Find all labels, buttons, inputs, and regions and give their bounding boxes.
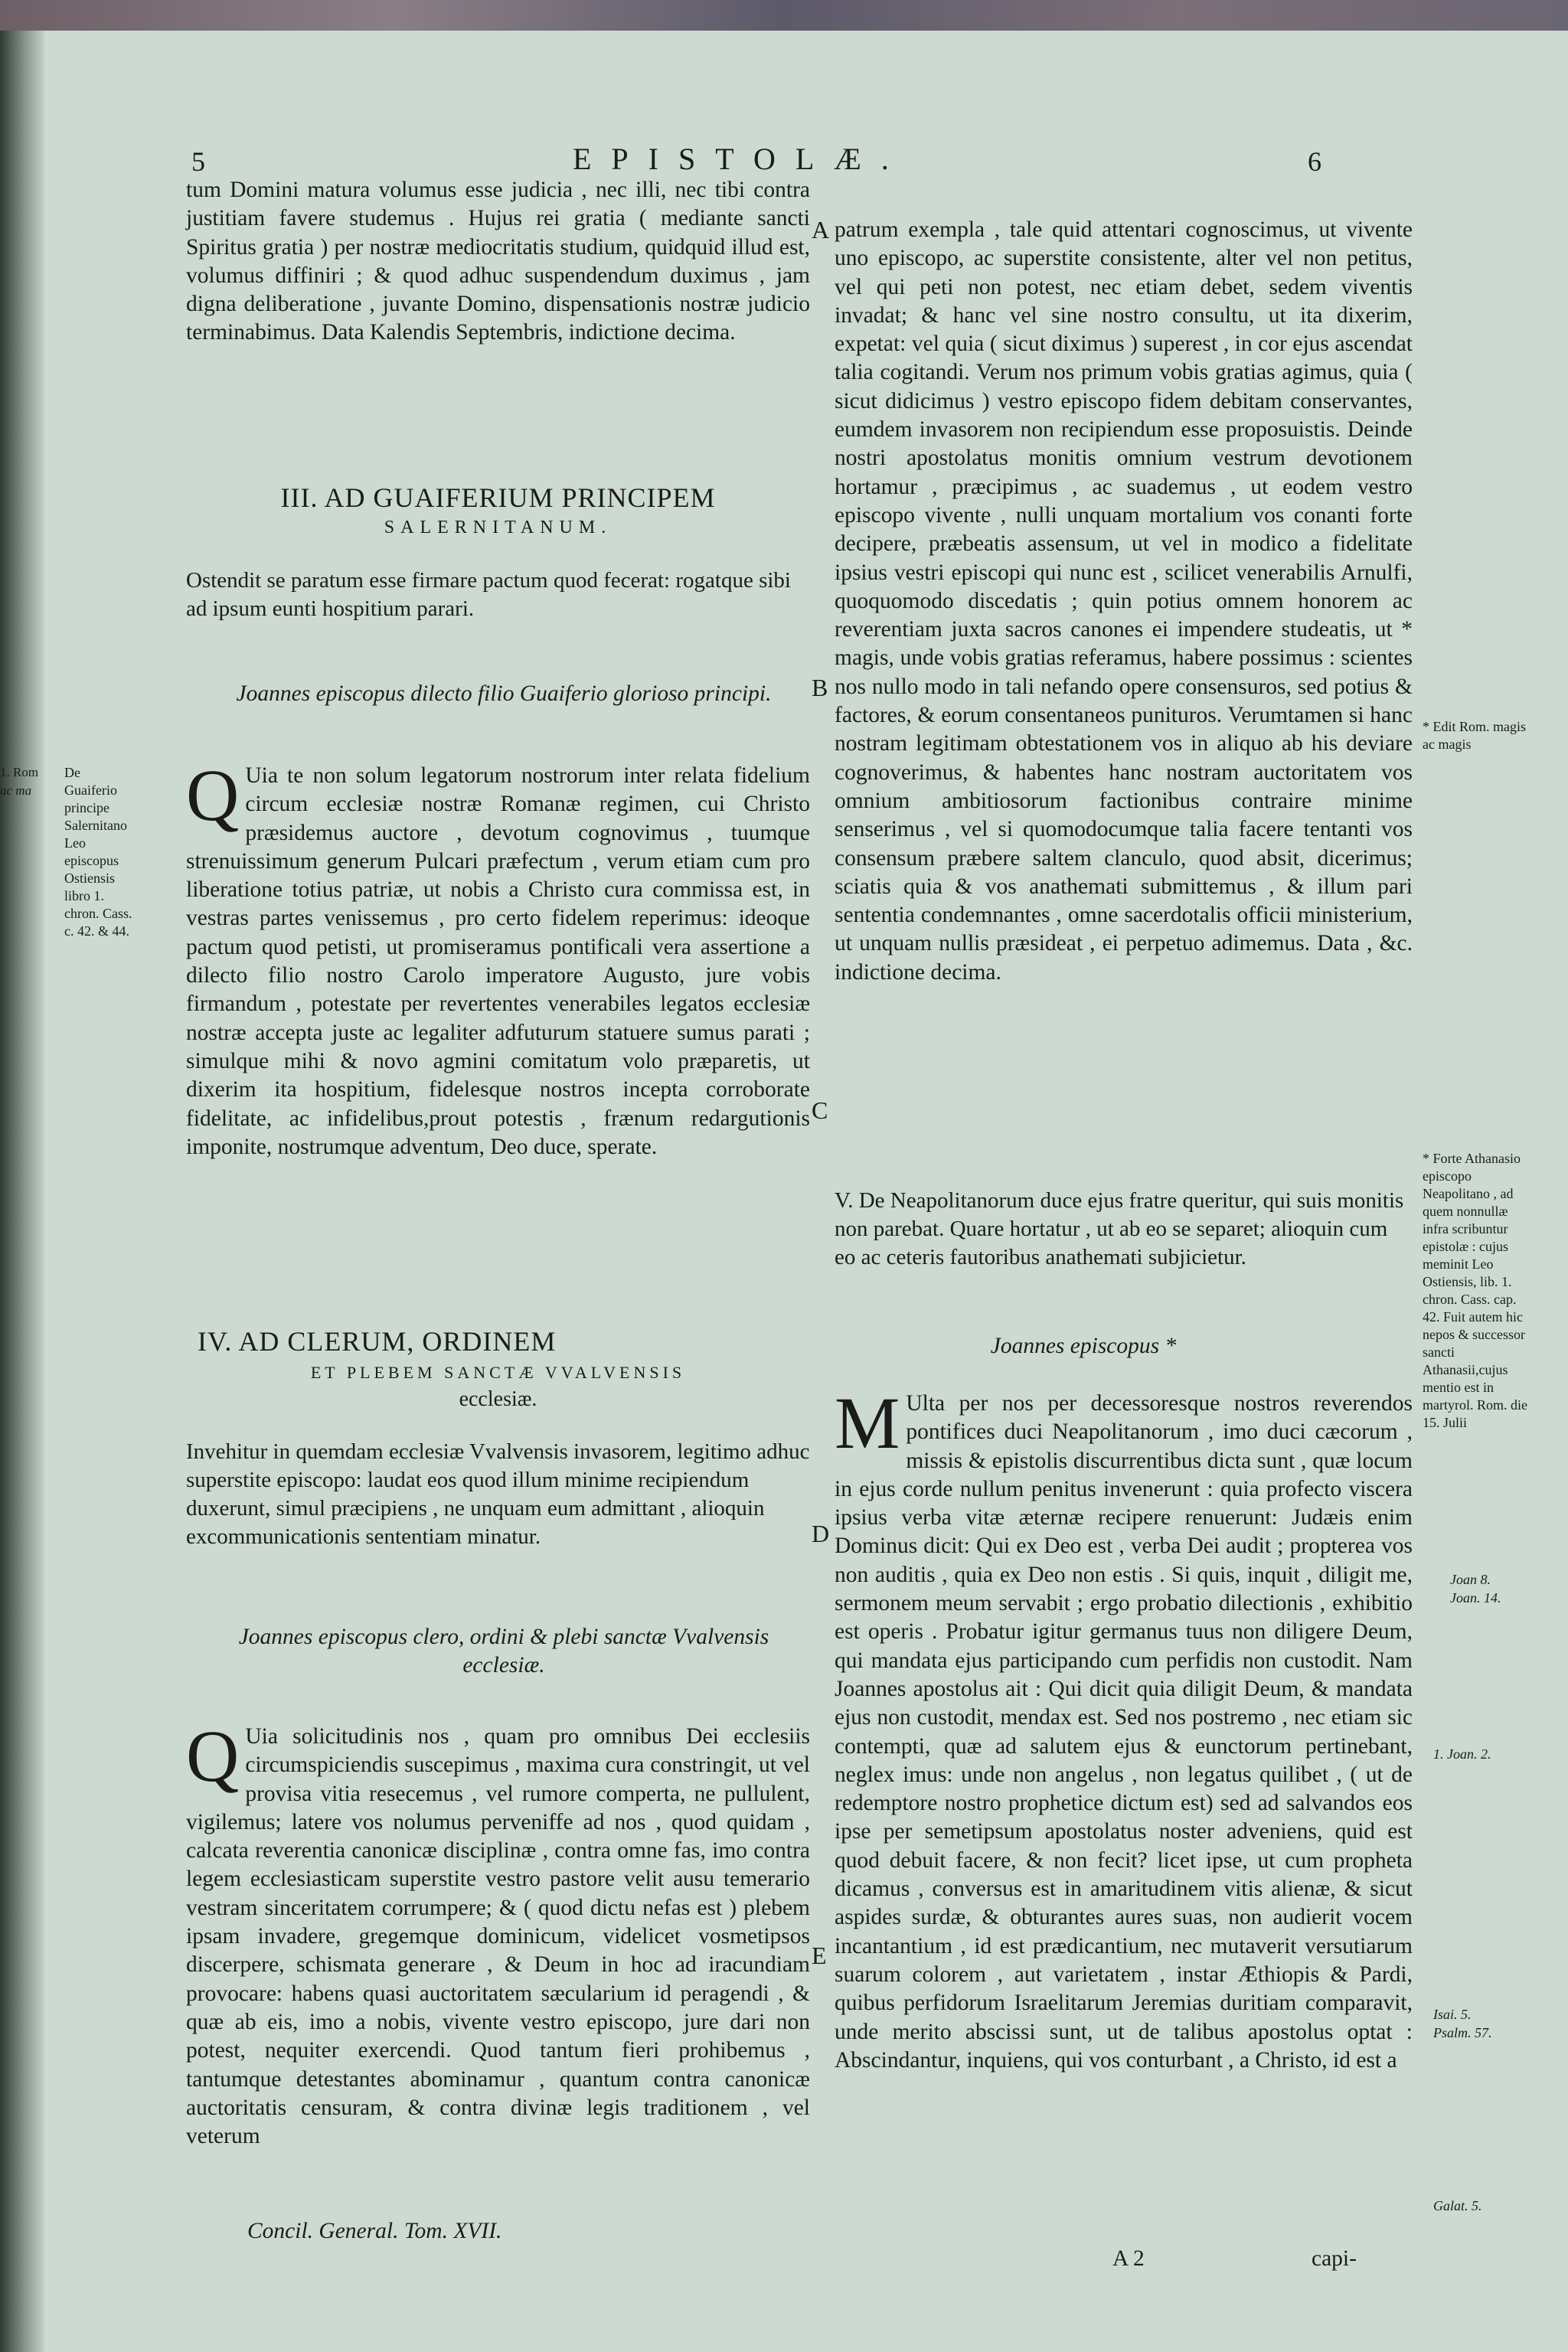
section-4-subtitle: ET PLEBEM SANCTÆ VVALVENSIS [310,1363,686,1382]
right-column-body: patrum exempla , tale quid attentari cognoscimus, ut vivente uno episcopo, ac superstite consistente, alter vel non petitus, vel qui peti non potest, nec etiam debet, sedem viventis invadat; & hanc vel sine nostro consultu, ut ita dixerim, expetat: vel quia ( sicut diximus ) superest , in cor ejus ascendat talia cogitandi. Verum nos primum vobis gratias agimus, quia ( sicut didicimus ) vestro episcopo fidem debitam conservantes, eumdem invasorem non recipiendum esse proposuistis. Deinde nostri apostolatus monitis omnium vestrum devotionem hortamur , præcipimus , ac suademus , ut eodem vestro episcopo vivente , nulli unquam mortalium vos conanti forte decipere, præbeatis assensum, ut vel in modico a fidelitate ipsius vestri episcopi qui nunc est , scilicet venerabilis Arnulfi, quoquomodo discedatis ; quin potius omnem honorem ac reverentiam juxta sacros canones ei impendere studeatis, ut * magis, unde vobis gratias referamus, habere possimus : scientes nos nullo modo in tali nefando opere consensuros, sed potius & factores, & eorum consentaneos punituros. Verumtamen si hanc nostram legitimam obtestationem vos in aliquo ab his deviare cognoverimus, & habentes hanc nostram auctoritatem vos omnium ambitiosorum factionibus contraire minime senserimus , vel si quomodocumque talia facere tentanti vos consensum præbere saltem clanculo, quod absit, dicerimus; sciatis quia & vos anathemati submittemus , & illum pari sententia condemnantes , omne sacerdotalis officii ministerium, ut unquam nullis præsideat , ei perpetuo adimemus. Data , &c. indictione decima. [835,217,1413,985]
margin-note-1-joan-2: 1. Joan. 2. [1433,1746,1491,1762]
section-3-summary [186,567,810,623]
intro-paragraph: tum Domini matura volumus esse judicia , nec illi, nec tibi contra justitiam favere studemus . Hujus rei gratia ( mediante sancti Spiritus gratia ) per nostræ mediocritatis studium, quidquid illud est, volumus diffiniri ; & quod adhuc suspendendum duximus , jam digna deliberatione , juvante Domino, dispensationis nostræ judicio terminabimus. Data Kalendis Septembris, indictione decima. [186,178,810,345]
section-5-salutation: Joannes episcopus * [990,1334,1177,1358]
section-3-letter [186,754,810,1161]
section-4-subtitle-2: ecclesiæ. [459,1387,537,1411]
section-3-body: Uia te non solum legatorum nostrorum inter relata fidelium circum ecclesiæ nostræ Romanæ regimen, cui Christo præsidemus auctore , devotum cognovimus , tuumque strenuissimum generum Pulcari præfectum , verum etiam cum pro liberatione totius patriæ, ut nobis a Christo cura commissa est, in vestras partes venissemus , pro certo fidelem reperimus: ideoque pactum quod petisti, ut promiseramus pontificali vera assertione a dilecto filio nostro Carolo imperatore Augusto, jure vobis firmandum , potestate per revertentes venerabiles legatos ecclesiæ nostræ accepta juste ac legaliter adfuturum statuere sumus parati ; simulque mihi & novo agmini comitatum volo præparetis, ut dixerim ita hospitium, fidelesque nostros incepta corroborate fidelitate, ac infidelibus,prout potestis , frænum redargutionis imponite, nostrumque adventum, Deo duce, sperate. [186,763,810,1159]
section-5-body: Ulta per nos per decessoresque nostros reverendos pontifices duci Neapolitanorum , imo duci cæcorum , missis & epistolis discurrentibus dicta sunt , quæ locum in ejus corde nullum penitus invenerunt : quia profecto viscera ipsius verba vitæ æternæ recipere renuerunt: Judæis enim Dominus dicit: Qui ex Deo est , verba Dei audit ; propterea vos non auditis , quia ex Deo non estis . Si quis, inquit , diligit me, sermonem meum servabit ; ergo probatio dilectionis , exhibitio est operis . Probatur igitur germanus tuus non diligere Deum, qui mandata ejus participando cum perfidis non custodit. Nam Joannes apostolus ait : Qui dicit quia diligit Deum, & mandata ejus non custodit, mendax est. Sed nos postremo , nec etiam sic contempti, quæ ad salutem ejus & eunctorum pertinebant, neglex imus: unde non angelus , non legatus quilibet , ( ut de redemptore nostro prophetice dictum est) sed ad salvandos eos ipse per semetipsum apostolatus noster adveniens, quid est quod debuit facere, & non fecit? licet ipse, ut cum propheta dicamus , conversus est in amaritudinem vitis alienæ, & sicut aspides surdæ, & obturantes aures suas, non audierit vocem incantantium , id est prædicantium, nec mutaverit versutiarum suarum colorem , aut varietatem , instar Æthiopis & Pardi, quibus perfidorum Israelitarum Jeremias duritiam comparavit, unde merito abscissi sunt, ut de talibus apostolus optat : Abscindantur, inquiens, qui vos conturbant , a Christo, id est a [835,1391,1413,2073]
section-4-title: IV. AD CLERUM, ORDINEM [198,1326,557,1357]
section-5-summary: V. De Neapolitanorum duce ejus fratre queritur, qui suis monitis non parebat. Quare hortatur , ut ab eo se separet; alioquin cum eo ac ceteris fautoribus anathemati subjicietur. [835,1188,1404,1269]
section-letter-a: A [812,216,830,243]
margin-note-joan-8: Joan 8. [1450,1572,1491,1587]
drop-cap-q: Q [186,1715,240,1797]
margin-note-galat-5: Galat. 5. [1433,2198,1482,2213]
drop-cap-m: M [835,1382,900,1464]
section-letter-c: C [812,1096,828,1124]
margin-note-psalm-57: Psalm. 57. [1433,2025,1492,2040]
section-4-letter [186,1715,810,2151]
margin-note-edit-rom: * Edit Rom. magis ac magis [1423,719,1526,752]
book-gutter [0,31,44,2352]
running-title: EPISTOLÆ. [573,142,909,176]
volume-footer: Concil. General. Tom. XVII. [247,2219,502,2243]
section-3-title: III. AD GUAIFERIUM PRINCIPEM [280,482,716,513]
signature-mark: A 2 [1112,2246,1145,2271]
left-column [186,176,810,348]
section-5-letter [835,1382,1413,2075]
margin-note-athanasio: * Forte Athanasio episcopo Neapolitano , ad quem nonnullæ infra scribuntur epistolæ : cujus meminit Leo Ostiensis, lib. 1. chron. Cass. cap. 42. Fuit autem hic nepos & successor sancti Athanasii,cujus mentio est in martyrol. Rom. die 15. Julii [1423,1151,1527,1430]
section-4-summary: Invehitur in quemdam ecclesiæ Vvalvensis invasorem, legitimo adhuc superstite episcopo: laudat eos quod illum minime recipiendum duxerunt, simul præcipiens , ne unquam eum admittant , alioquin excommunicationis sententiam minatur. [186,1439,810,1549]
section-letter-e: E [812,1942,827,1969]
page-number-right: 6 [1308,146,1321,177]
margin-note-joan-14: Joan. 14. [1450,1590,1501,1606]
section-letter-b: B [812,674,828,701]
margin-note-isai-5: Isai. 5. [1433,2007,1472,2022]
gutter-fragment: 1. Rom [0,765,39,779]
drop-cap-q: Q [186,754,240,836]
section-4-body: Uia solicitudinis nos , quam pro omnibus Dei ecclesiis circumspiciendis suscepimus , maxima cura constringit, ut vel provisa vitia resecemus , vel rumore comperta, ne pullulent, vigilemus; latere vos nolumus perveniffe ad nos , quod quidam , calcata reverentia canonicæ disciplinæ , contra omne fas, imo contra legem ecclesiasticam superstite vestro pastore velit ausu temerario vestram sinceritatem corrumpere; & ( quod dictu nefas est ) plebem ipsam invadere, gregemque dominicum, videlicet vosmetipsos discerpere, schismata generare , & Deum in hoc ad iracundiam provocare: habens quasi auctoritatem sæcularium id peragendi , & quæ ab eis, imo a nobis, vivente vestro episcopo, jure dari non potest, nequiter exercendi. Quod tantum fieri prohibemus , tantumque detestantes abominamur , quantum contra canonicæ auctoritatis censuram, & contra divinæ legis traditionem , vel veterum [186,1724,810,2149]
section-3-salutation: Joannes episcopus dilecto filio Guaiferio glorioso principi. [236,681,772,706]
gutter-fragment: ac ma [0,783,32,798]
section-3-subtitle: SALERNITANUM. [384,518,612,537]
section-letter-d: D [812,1520,830,1547]
left-margin-note: De Guaiferio principe Salernitano Leo episcopus Ostiensis libro 1. chron. Cass. c. 42. & 44. [64,765,132,939]
catchword: capi- [1312,2246,1357,2271]
section-3-summary-text: Ostendit se paratum esse firmare pactum quod fecerat: rogatque sibi ad ipsum eunti hospitium parari. [186,568,791,621]
page-number-left: 5 [191,146,205,177]
photo-background-edge [0,0,1568,31]
section-4-salutation: Joannes episcopus clero, ordini & plebi sanctæ Vvalvensis ecclesiæ. [238,1625,769,1678]
book-page [44,31,1568,2352]
